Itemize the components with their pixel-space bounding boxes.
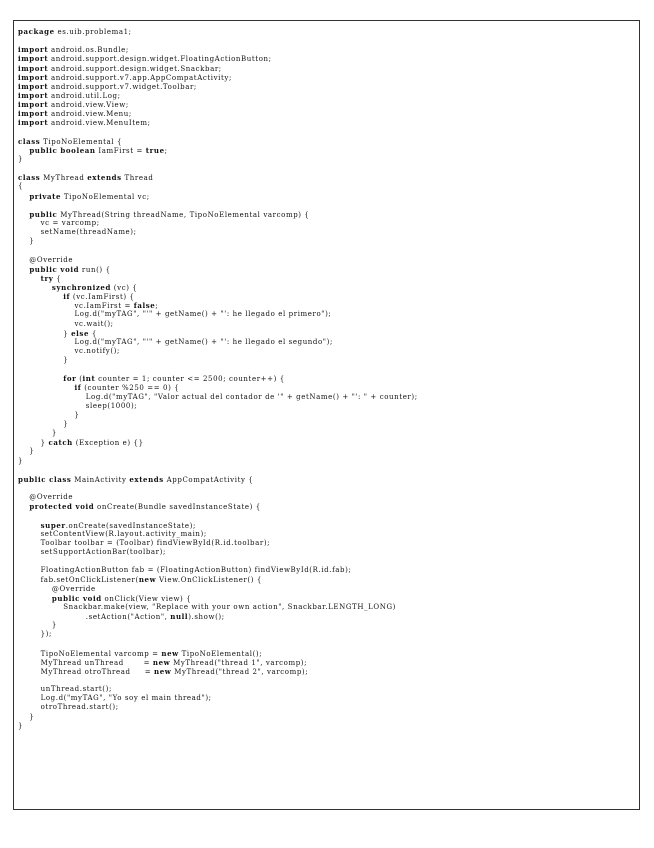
code-line bbox=[18, 466, 418, 475]
code-keyword: public bbox=[29, 209, 58, 219]
code-keyword: import bbox=[18, 118, 49, 128]
code-line bbox=[18, 703, 418, 712]
code-keyword: class bbox=[18, 136, 41, 146]
code-line bbox=[18, 356, 418, 365]
code-text: Thread bbox=[121, 174, 154, 183]
code-keyword: class bbox=[18, 173, 41, 183]
code-text: @Override bbox=[18, 255, 74, 264]
code-text: fab.setOnClickListener( bbox=[18, 576, 139, 585]
code-line bbox=[18, 192, 418, 201]
code-text: { bbox=[18, 182, 24, 191]
code-text: Toolbar toolbar = (Toolbar) findViewById(R.id.toolbar); bbox=[18, 538, 271, 547]
code-text: IamFirst = bbox=[95, 146, 146, 155]
code-line bbox=[18, 182, 418, 191]
code-keyword: import bbox=[18, 109, 49, 119]
code-text: setContentView(R.layout.activity_main); bbox=[18, 529, 207, 538]
code-line bbox=[18, 329, 418, 338]
code-text: } bbox=[18, 154, 24, 163]
code-line bbox=[18, 639, 418, 648]
code-text bbox=[18, 375, 63, 383]
code-line bbox=[18, 374, 418, 383]
code-text: } bbox=[18, 356, 69, 365]
code-text: } bbox=[18, 420, 69, 429]
code-keyword: extends bbox=[87, 173, 122, 183]
code-text: otroThread.start(); bbox=[18, 703, 119, 712]
code-text bbox=[18, 147, 29, 155]
code-text: android.support.v7.app.AppCompatActivity; bbox=[48, 73, 232, 82]
code-line bbox=[18, 219, 418, 228]
code-text: } bbox=[18, 456, 24, 465]
code-text: android.util.Log; bbox=[48, 91, 121, 100]
code-keyword: import bbox=[18, 72, 49, 82]
code-line bbox=[18, 237, 418, 246]
code-text: ).show(); bbox=[188, 613, 225, 621]
code-text: sleep(1000); bbox=[18, 401, 138, 410]
code-text: ; bbox=[164, 146, 168, 155]
code-keyword: private bbox=[29, 191, 62, 201]
code-keyword: import bbox=[18, 54, 49, 64]
code-line bbox=[18, 274, 418, 283]
code-line bbox=[18, 457, 418, 466]
code-text: ; bbox=[155, 302, 159, 311]
code-text bbox=[18, 275, 41, 283]
code-line bbox=[18, 265, 418, 274]
code-text: } bbox=[18, 429, 57, 438]
code-line bbox=[18, 493, 418, 502]
code-line bbox=[18, 649, 418, 658]
code-keyword: public boolean bbox=[29, 145, 96, 155]
code-keyword: super bbox=[40, 520, 66, 530]
code-line bbox=[18, 438, 418, 447]
code-text: { bbox=[53, 274, 62, 283]
code-line bbox=[18, 283, 418, 292]
code-keyword: public void bbox=[29, 264, 80, 274]
code-text bbox=[18, 595, 52, 603]
code-line bbox=[18, 475, 418, 484]
code-line bbox=[18, 511, 418, 520]
code-keyword: import bbox=[18, 90, 49, 100]
code-line bbox=[18, 575, 418, 584]
code-line bbox=[18, 155, 418, 164]
code-keyword: true bbox=[145, 145, 165, 155]
code-text: .setAction("Action", bbox=[18, 613, 171, 621]
code-text bbox=[18, 384, 75, 392]
code-text: vc.wait(); bbox=[18, 319, 114, 328]
code-keyword: new bbox=[154, 666, 172, 676]
code-text bbox=[18, 193, 29, 201]
code-line bbox=[18, 338, 418, 347]
code-line bbox=[18, 201, 418, 210]
code-line bbox=[18, 137, 418, 146]
code-text: android.support.design.widget.Snackbar; bbox=[48, 64, 222, 73]
code-line bbox=[18, 36, 418, 45]
code-line bbox=[18, 402, 418, 411]
code-text: (Exception e) {} bbox=[72, 439, 144, 448]
code-text: } bbox=[18, 237, 35, 246]
code-text: Log.d("myTAG", "Yo soy el main thread"); bbox=[18, 694, 212, 703]
code-text: android.os.Bundle; bbox=[48, 46, 129, 55]
code-line bbox=[18, 210, 418, 219]
code-text: MyThread("thread 2", varcomp); bbox=[171, 667, 309, 676]
code-text: @Override bbox=[18, 584, 96, 593]
code-text: { bbox=[89, 329, 97, 338]
code-text: MyThread otroThread = bbox=[18, 667, 154, 676]
code-line bbox=[18, 146, 418, 155]
code-text: @Override bbox=[18, 493, 74, 502]
code-keyword: new bbox=[138, 575, 157, 585]
code-line bbox=[18, 301, 418, 310]
code-keyword: if bbox=[63, 292, 71, 302]
code-line bbox=[18, 502, 418, 511]
code-text bbox=[18, 266, 29, 274]
code-line bbox=[18, 530, 418, 539]
code-line bbox=[18, 548, 418, 557]
code-line bbox=[18, 82, 418, 91]
code-line bbox=[18, 557, 418, 566]
code-line bbox=[18, 246, 418, 255]
code-text: android.support.v7.widget.Toolbar; bbox=[48, 82, 197, 91]
code-line bbox=[18, 256, 418, 265]
code-keyword: public class bbox=[18, 474, 72, 484]
code-line bbox=[18, 713, 418, 722]
code-text bbox=[18, 522, 41, 530]
code-line bbox=[18, 73, 418, 82]
code-keyword: synchronized bbox=[51, 282, 111, 292]
code-keyword: null bbox=[170, 612, 189, 621]
code-line bbox=[18, 685, 418, 694]
code-text: MainActivity bbox=[71, 475, 130, 484]
code-line bbox=[18, 54, 418, 63]
code-text: ( bbox=[76, 375, 83, 384]
code-text bbox=[18, 503, 29, 511]
code-line bbox=[18, 722, 418, 731]
code-line bbox=[18, 521, 418, 530]
code-text: es.uib.problema1; bbox=[54, 28, 132, 36]
code-text: .onCreate(savedInstanceState); bbox=[65, 521, 196, 530]
code-text: Log.d("myTAG", "'" + getName() + "': he llegado el segundo"); bbox=[18, 337, 333, 346]
code-line bbox=[18, 91, 418, 100]
code-line bbox=[18, 109, 418, 118]
code-text: } bbox=[18, 721, 24, 730]
code-text: TipoNoElemental { bbox=[40, 137, 122, 146]
code-text: vc = varcomp; bbox=[18, 218, 100, 227]
code-text: TipoNoElemental varcomp = bbox=[18, 649, 162, 658]
code-line bbox=[18, 118, 418, 127]
code-line bbox=[18, 658, 418, 667]
code-text: TipoNoElemental(); bbox=[178, 649, 263, 658]
code-line bbox=[18, 566, 418, 575]
code-line bbox=[18, 621, 418, 630]
code-text: View.OnClickListener() { bbox=[156, 576, 262, 585]
code-line bbox=[18, 100, 418, 109]
code-line bbox=[18, 603, 418, 612]
code-text: } bbox=[18, 329, 72, 338]
code-text: } bbox=[18, 712, 35, 721]
code-text: onClick(View view) { bbox=[101, 594, 192, 603]
code-keyword: try bbox=[40, 273, 54, 283]
code-keyword: else bbox=[71, 328, 90, 338]
code-text: Snackbar.make(view, "Replace with your own action", Snackbar.LENGTH_LONG) bbox=[18, 602, 396, 611]
code-keyword: if bbox=[74, 383, 82, 393]
code-line bbox=[18, 383, 418, 392]
code-keyword: new bbox=[161, 648, 179, 658]
code-line bbox=[18, 45, 418, 54]
code-text: MyThread unThread = bbox=[18, 658, 153, 667]
code-text: setName(threadName); bbox=[18, 228, 137, 237]
code-text: onCreate(Bundle savedInstanceState) { bbox=[94, 503, 261, 512]
code-line bbox=[18, 64, 418, 73]
code-keyword: import bbox=[18, 100, 49, 110]
code-listing bbox=[18, 27, 418, 731]
code-text: android.view.Menu; bbox=[48, 110, 132, 119]
code-line bbox=[18, 411, 418, 420]
code-keyword: false bbox=[133, 301, 156, 311]
code-keyword: int bbox=[82, 374, 96, 384]
code-line bbox=[18, 594, 418, 603]
code-text: } bbox=[18, 439, 49, 448]
code-text: vc.notify(); bbox=[18, 346, 120, 355]
code-text bbox=[18, 284, 52, 292]
code-text: AppCompatActivity { bbox=[163, 475, 254, 484]
code-line bbox=[18, 676, 418, 685]
code-text bbox=[18, 211, 29, 219]
code-line bbox=[18, 228, 418, 237]
code-line bbox=[18, 292, 418, 301]
code-text: } bbox=[18, 447, 35, 456]
code-line bbox=[18, 585, 418, 594]
code-text: MyThread("thread 1", varcomp); bbox=[170, 658, 308, 667]
code-text: }); bbox=[18, 630, 52, 639]
code-text: (counter %250 == 0) { bbox=[81, 384, 180, 393]
code-text bbox=[18, 293, 63, 301]
code-keyword: import bbox=[18, 63, 49, 73]
code-line bbox=[18, 173, 418, 182]
code-line bbox=[18, 420, 418, 429]
code-line bbox=[18, 164, 418, 173]
code-line bbox=[18, 539, 418, 548]
code-text: Log.d("myTAG", "'" + getName() + "': he llegado el primero"); bbox=[18, 310, 332, 319]
code-keyword: public void bbox=[51, 593, 102, 603]
code-text: unThread.start(); bbox=[18, 685, 112, 694]
code-line bbox=[18, 429, 418, 438]
code-keyword: package bbox=[18, 27, 55, 36]
code-keyword: import bbox=[18, 45, 49, 55]
code-keyword: extends bbox=[129, 474, 164, 484]
code-text: vc.IamFirst = bbox=[18, 302, 134, 311]
code-keyword: import bbox=[18, 81, 49, 91]
code-text: TipoNoElemental vc; bbox=[61, 192, 150, 201]
code-text: run() { bbox=[79, 265, 111, 274]
code-line bbox=[18, 484, 418, 493]
code-keyword: new bbox=[152, 657, 171, 667]
code-line bbox=[18, 27, 418, 36]
code-keyword: protected void bbox=[29, 502, 95, 512]
code-line bbox=[18, 347, 418, 356]
code-keyword: catch bbox=[48, 438, 73, 448]
code-text: android.view.View; bbox=[48, 101, 129, 110]
code-line bbox=[18, 694, 418, 703]
code-line bbox=[18, 365, 418, 374]
code-line bbox=[18, 667, 418, 676]
code-text: (vc) { bbox=[110, 283, 138, 292]
code-line bbox=[18, 612, 418, 621]
code-line bbox=[18, 128, 418, 137]
code-line bbox=[18, 320, 418, 329]
code-keyword: for bbox=[63, 374, 77, 384]
code-listing-frame bbox=[13, 20, 640, 810]
code-text: android.support.design.widget.FloatingActionButton; bbox=[48, 55, 272, 64]
code-text: android.view.MenuItem; bbox=[48, 119, 151, 128]
code-text: MyThread bbox=[40, 174, 88, 183]
code-line bbox=[18, 393, 418, 402]
code-text: FloatingActionButton fab = (FloatingActionButton) findViewById(R.id.fab); bbox=[18, 566, 352, 575]
code-text: setSupportActionBar(toolbar); bbox=[18, 548, 166, 557]
code-text: Log.d("myTAG", "Valor actual del contador de '" + getName() + "': " + counter); bbox=[18, 392, 418, 401]
code-text: } bbox=[18, 410, 80, 419]
code-text: (vc.IamFirst) { bbox=[70, 293, 135, 302]
code-text: } bbox=[18, 621, 57, 630]
code-line bbox=[18, 310, 418, 319]
code-line bbox=[18, 630, 418, 639]
code-line bbox=[18, 447, 418, 456]
code-text: MyThread(String threadName, TipoNoElemental varcomp) { bbox=[57, 210, 310, 219]
code-text: counter = 1; counter <= 2500; counter++) { bbox=[95, 375, 285, 384]
